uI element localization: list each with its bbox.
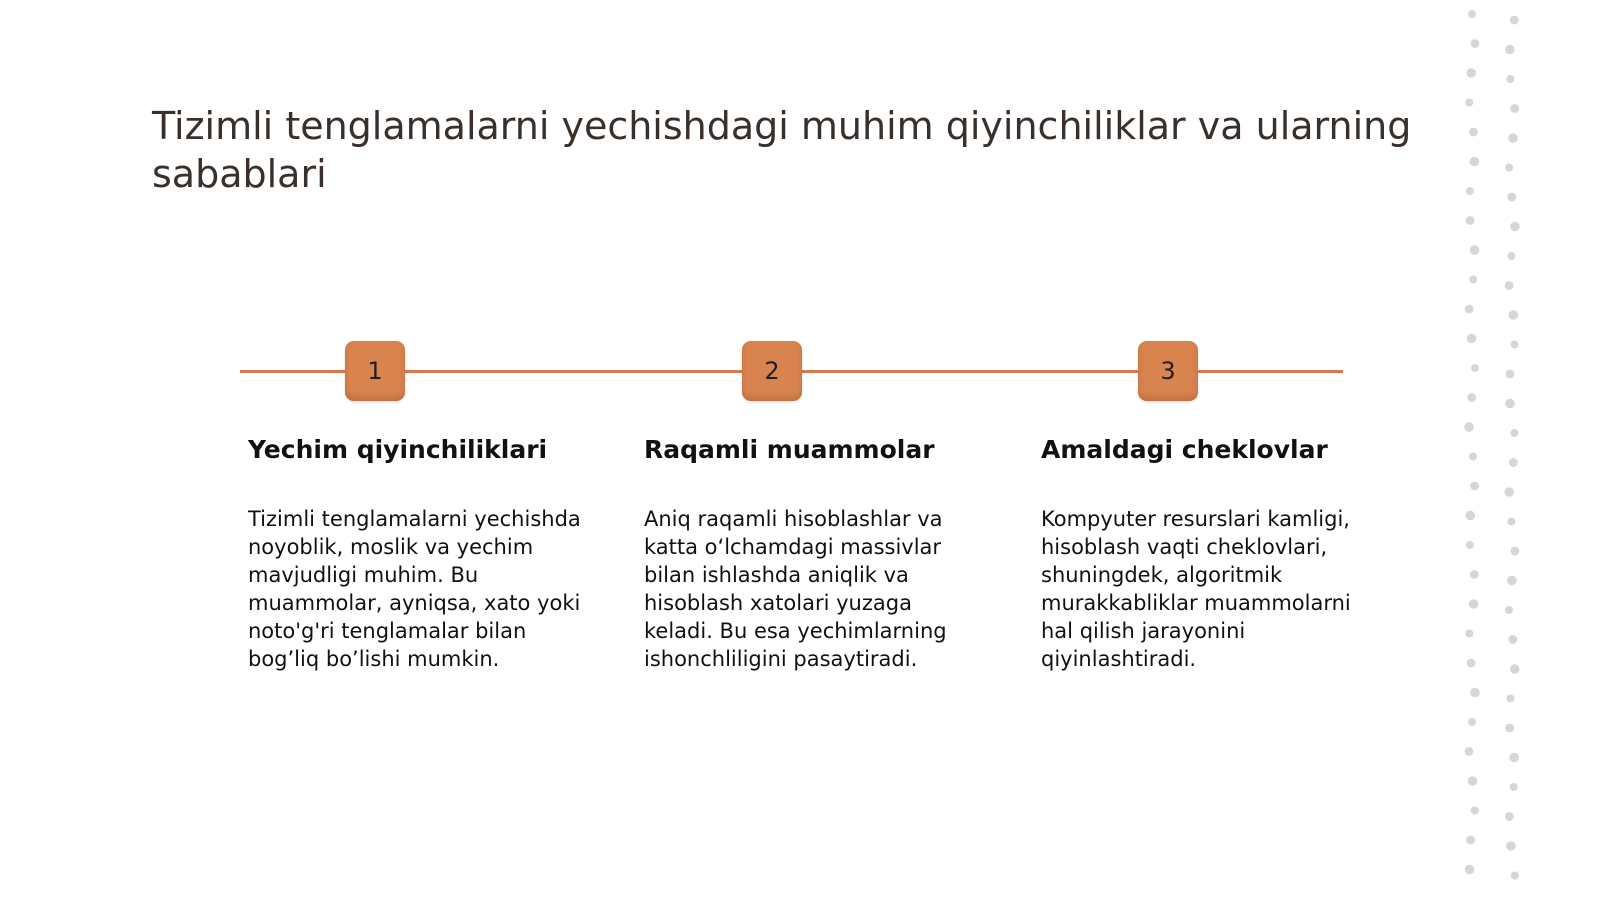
decorative-dot	[1508, 133, 1518, 143]
decorative-dot	[1470, 570, 1479, 579]
decorative-dot	[1465, 305, 1474, 314]
decorative-dot	[1505, 812, 1514, 821]
decorative-dot	[1469, 276, 1477, 284]
decorative-dot	[1508, 635, 1517, 644]
decorative-dot	[1505, 606, 1513, 614]
step-text: Tizimli tenglamalarni yechishda noyoblik, moslik va yechim mavjudligi muhim. Bu muammolar, ayniqsa, xato yoki noto'g'ri tenglamalar bilan bog’liq bo’lishi mumkin.	[248, 507, 581, 671]
step-text: Kompyuter resurslari kamligi, hisoblash vaqti cheklovlari, shuningdek, algoritmik murakkabliklar muammolarni hal qilish jarayonini qiyinlashtiradi.	[1041, 507, 1351, 671]
decorative-dot	[1509, 310, 1519, 320]
decorative-dot	[1510, 429, 1518, 437]
decorative-dot	[1510, 664, 1520, 674]
step-marker-1: 1	[345, 341, 405, 401]
decorative-dot	[1510, 104, 1519, 113]
decorative-dot	[1470, 688, 1480, 698]
decorative-dot	[1466, 216, 1475, 225]
decorative-dot	[1470, 482, 1479, 491]
decorative-dot	[1510, 783, 1518, 791]
decorative-dot	[1511, 341, 1519, 349]
step-heading: Amaldagi cheklovlar	[1041, 435, 1328, 464]
decorative-dot	[1511, 547, 1520, 556]
decorative-dot	[1466, 836, 1475, 845]
decorative-dot	[1466, 68, 1476, 78]
decorative-dot	[1506, 841, 1516, 851]
decorative-dot	[1470, 157, 1480, 167]
step-marker-2: 2	[742, 341, 802, 401]
decorative-dot	[1471, 364, 1479, 372]
decorative-dot	[1465, 99, 1473, 107]
decorative-dot	[1507, 252, 1515, 260]
decorative-dot	[1468, 10, 1476, 18]
decorative-dot	[1468, 776, 1478, 786]
decorative-dot	[1506, 695, 1514, 703]
step-text: Aniq raqamli hisoblashlar va katta o‘lchamdagi massivlar bilan ishlashda aniqlik va hisoblash xatolari yuzaga keladi. Bu esa yechimlarning ishonchliligini pasaytiradi.	[644, 507, 947, 671]
step-heading: Yechim qiyinchiliklari	[248, 435, 548, 464]
decorative-dot	[1465, 865, 1475, 875]
step-3	[1041, 433, 1381, 673]
decorative-dot	[1467, 393, 1476, 402]
decorative-dot	[1510, 16, 1519, 25]
decorative-dot	[1511, 872, 1519, 880]
decorative-dot	[1504, 487, 1514, 497]
decorative-dot	[1469, 599, 1479, 609]
decorative-dot	[1509, 458, 1518, 467]
decorative-dot	[1505, 724, 1514, 733]
decorative-dot	[1510, 222, 1520, 232]
decorative-dot	[1471, 39, 1480, 48]
step-marker-3: 3	[1138, 341, 1198, 401]
decorative-dot	[1506, 75, 1514, 83]
decorative-dot	[1507, 518, 1515, 526]
step-1	[248, 433, 588, 673]
decorative-dot	[1505, 164, 1513, 172]
decorative-dot	[1469, 128, 1478, 137]
decorative-dot	[1465, 630, 1473, 638]
decorative-dot	[1509, 753, 1519, 763]
step-2	[644, 433, 984, 673]
decorative-dot	[1505, 281, 1514, 290]
decorative-dot-pattern	[1400, 0, 1600, 899]
decorative-dot	[1465, 747, 1474, 756]
decorative-dot	[1470, 245, 1480, 255]
decorative-dot	[1467, 659, 1476, 668]
decorative-dot	[1507, 576, 1517, 586]
decorative-dot	[1471, 807, 1479, 815]
decorative-dot	[1505, 399, 1515, 409]
decorative-dot	[1468, 718, 1476, 726]
decorative-dot	[1469, 453, 1477, 461]
slide-title: Tizimli tenglamalarni yechishdagi muhim qiyinchiliklar va ularning sabablari	[152, 104, 1412, 196]
decorative-dot	[1467, 334, 1477, 344]
decorative-dot	[1505, 45, 1515, 55]
decorative-dot	[1464, 422, 1474, 432]
decorative-dot	[1506, 370, 1515, 379]
step-heading: Raqamli muammolar	[644, 435, 935, 464]
decorative-dot	[1507, 193, 1516, 202]
decorative-dot	[1466, 187, 1474, 195]
decorative-dot	[1466, 541, 1474, 549]
decorative-dot	[1465, 511, 1475, 521]
